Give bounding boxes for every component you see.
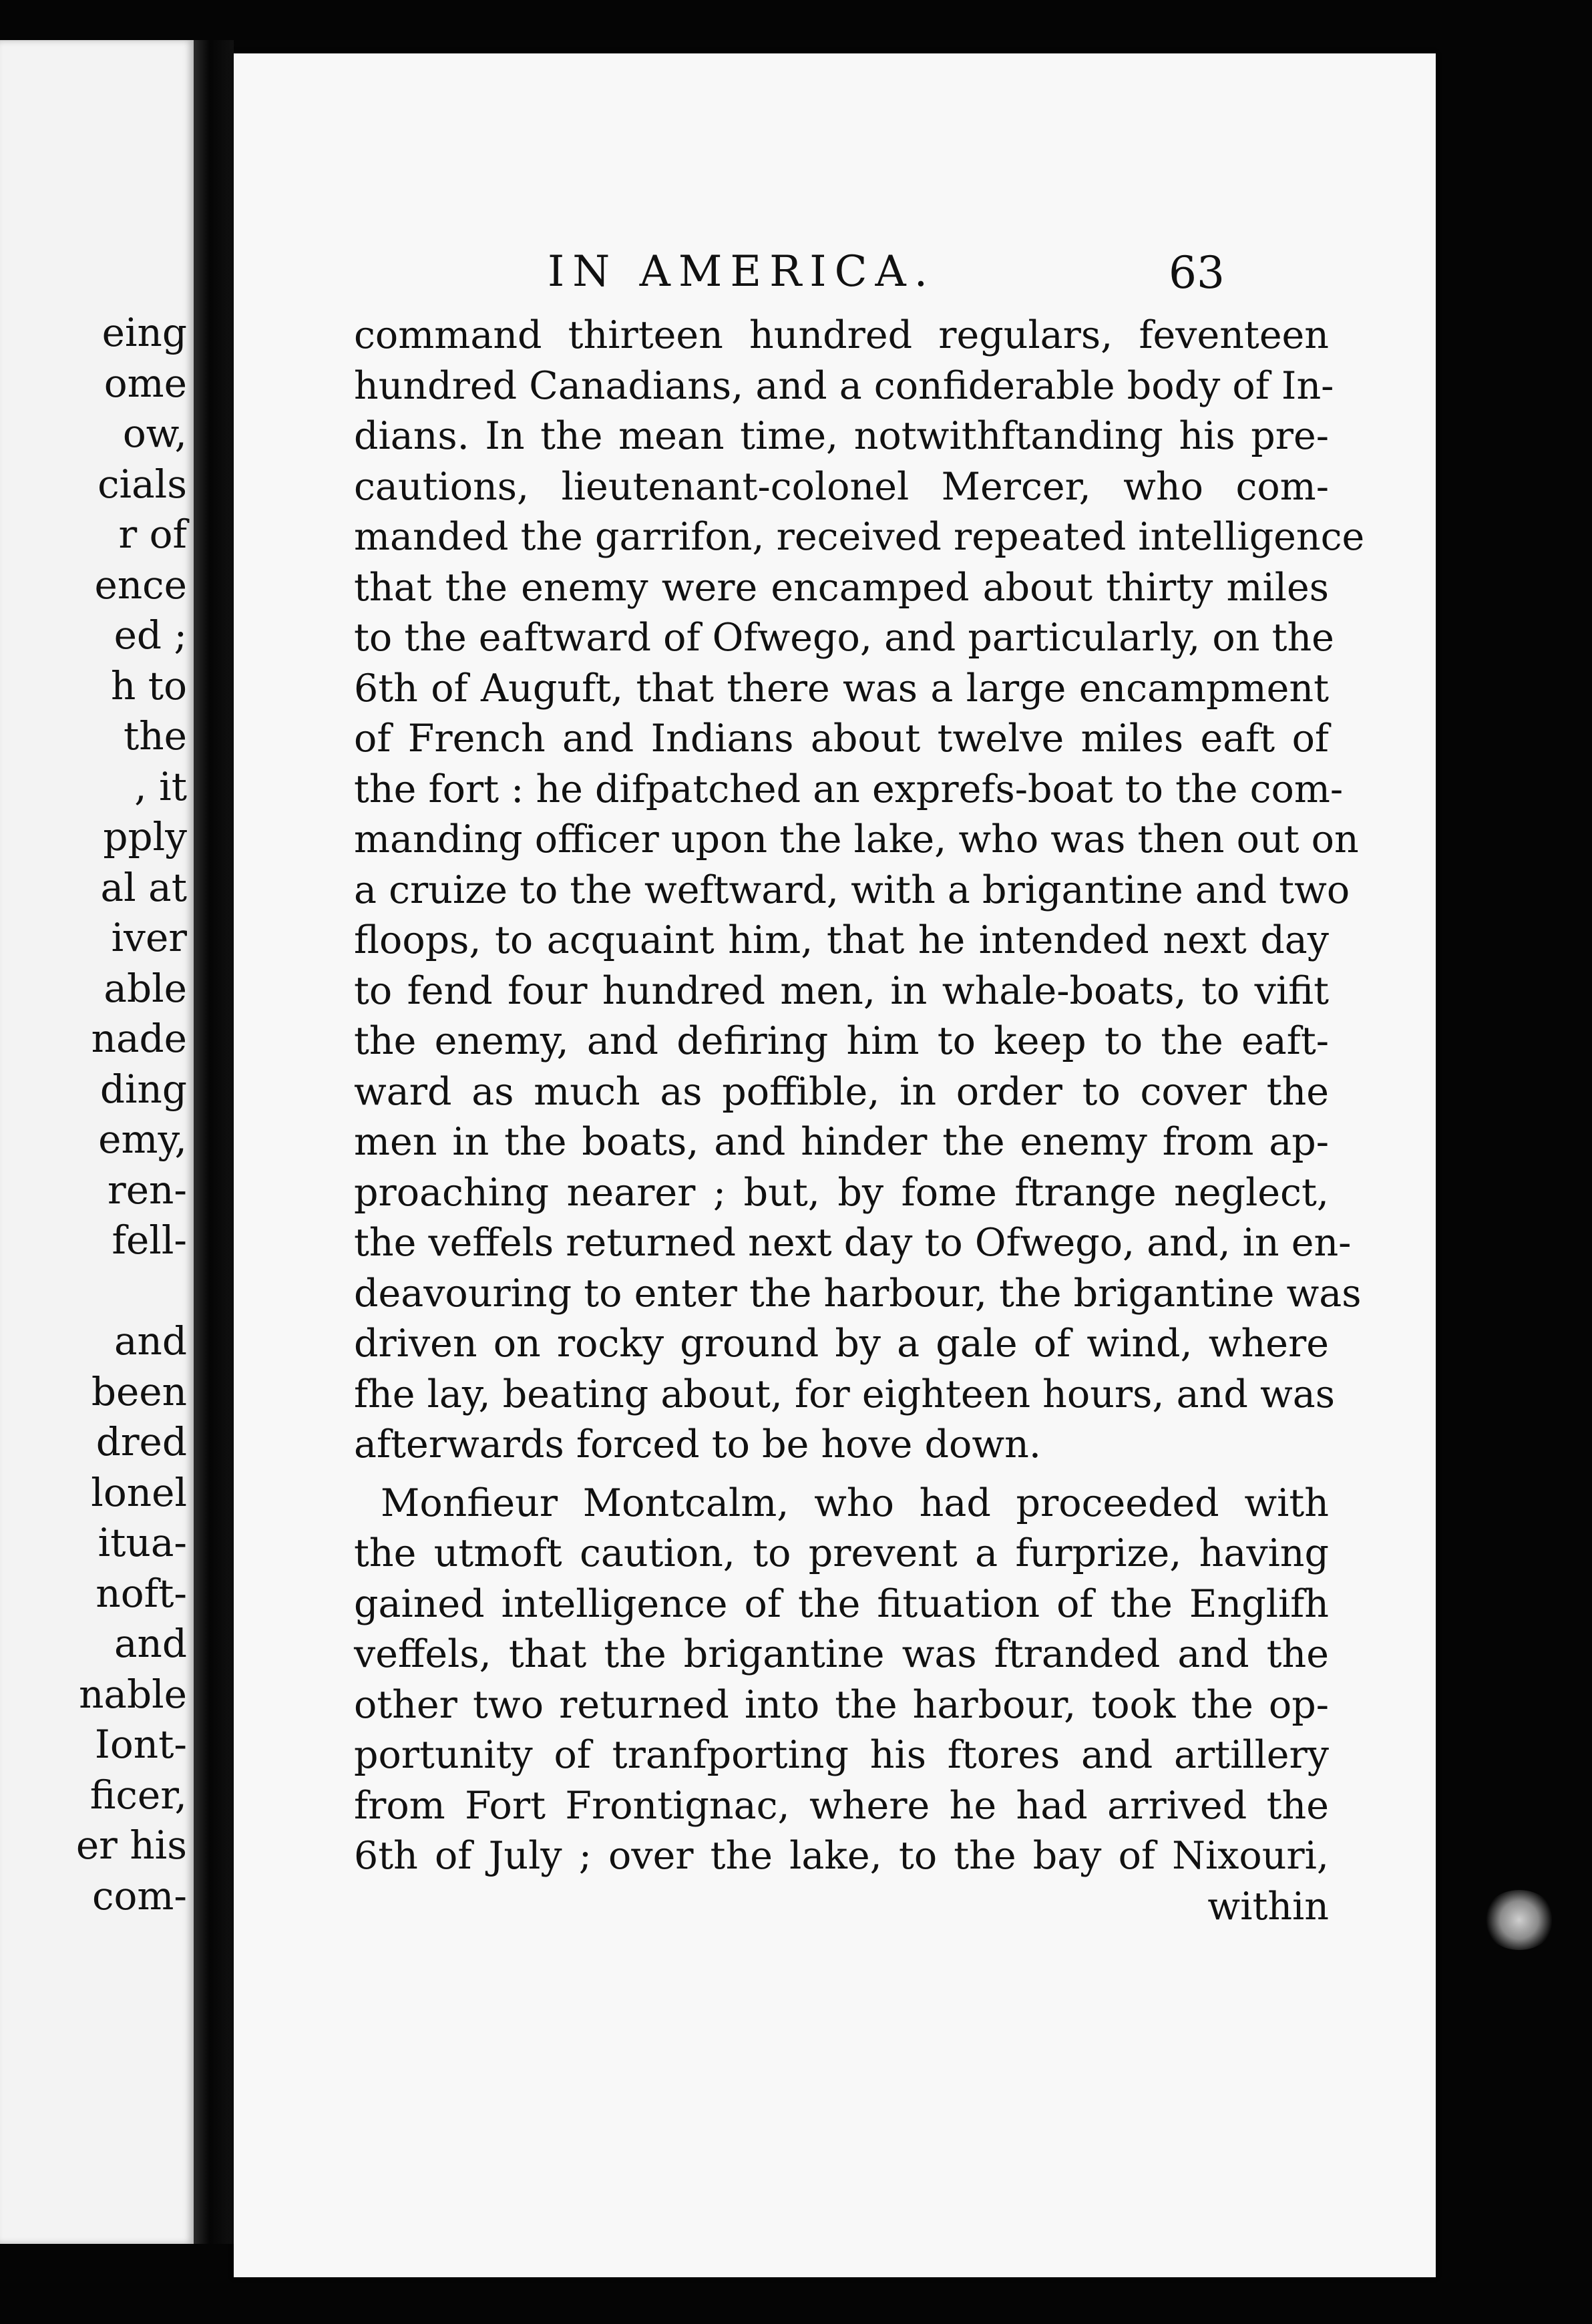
text-line: from Fort Frontignac, where he had arrived the [354,1783,1329,1828]
left-page-fragment: been [91,1368,187,1414]
text-line: proaching nearer ; but, by fome ftrange neglect, [354,1170,1329,1215]
left-page-fragment: able [104,965,187,1011]
text-line: of French and Indians about twelve miles eaft of [354,717,1329,761]
text-line: manding officer upon the lake, who was then out on [354,817,1359,861]
text-line: a cruize to the weftward, with a brigantine and two [354,867,1350,912]
text-line: hundred Canadians, and a confiderable body of In- [354,363,1334,408]
text-line: deavouring to enter the harbour, the brigantine was [354,1271,1362,1316]
text-line: that the enemy were encamped about thirty miles [354,565,1329,610]
paragraph-2 [354,1479,1329,1882]
right-page [234,53,1436,2277]
left-page-fragment: al at [100,864,187,910]
left-page-fragment: cials [97,461,187,507]
running-head [234,247,1436,307]
left-page-fragment: iver [111,915,187,960]
left-page-fragment: nable [79,1671,187,1717]
text-line: driven on rocky ground by a gale of wind, where [354,1322,1329,1366]
left-page-fragment: Iont- [94,1722,187,1767]
left-page-fragment: ficer, [89,1772,187,1818]
left-page-fragment: ence [94,562,187,608]
left-page-fragment: eing [102,310,187,355]
left-page-fragment: ow, [122,411,187,456]
text-line: to fend four hundred men, in whale-boats, to vifit [354,968,1329,1013]
left-page-fragment: , it [134,763,187,809]
left-page-fragment: ren- [107,1167,187,1213]
left-page-fragment: dred [95,1419,187,1465]
text-line: gained intelligence of the fituation of the Englifh [354,1581,1329,1626]
text-line: command thirteen hundred regulars, feventeen [354,313,1329,357]
paragraph-gap [354,1471,1329,1479]
catchword: within [1207,1884,1329,1929]
left-page-fragment: emy, [98,1117,187,1162]
text-line: veffels, that the brigantine was ftranded and the [354,1632,1329,1676]
text-line: ward as much as poffible, in order to cover the [354,1069,1329,1114]
text-line: men in the boats, and hinder the enemy from ap- [354,1120,1329,1164]
page-stain [1482,1890,1556,1950]
left-page-fragment: h to [110,662,187,709]
text-line: to the eaftward of Ofwego, and particularly, on the [354,616,1334,660]
left-page-fragment: pply [103,814,187,859]
text-line: the fort : he difpatched an exprefs-boat to the com- [354,767,1344,811]
text-line: cautions, lieutenant-colonel Mercer, who com- [354,464,1329,509]
left-page-fragment: com- [92,1873,187,1919]
book-gutter [194,40,234,2244]
text-line: the veffels returned next day to Ofwego, and, in en- [354,1221,1352,1265]
text-line: dians. In the mean time, notwithftanding his pre- [354,414,1329,458]
text-line: 6th of July ; over the lake, to the bay of Nixouri, [354,1834,1329,1878]
text-line: Monfieur Montcalm, who had proceeded with [381,1481,1329,1525]
paragraph-1 [354,311,1365,1471]
text-line: the utmoft caution, to prevent a furprize, having [354,1531,1329,1575]
page-number: 63 [1169,247,1225,299]
left-page-fragment: ding [100,1066,187,1112]
text-line: fhe lay, beating about, for eighteen hours, and was [354,1372,1335,1416]
text-line: floops, to acquaint him, that he intended next day [354,918,1329,962]
left-page-fragment: ome [104,360,187,406]
left-page-fragment: and [114,1621,187,1666]
left-page-fragment: nade [91,1016,187,1061]
text-line: other two returned into the harbour, took the op- [354,1682,1329,1727]
left-facing-page [0,40,194,2244]
left-page-fragment: and [114,1318,187,1364]
left-page-fragment: itua- [97,1520,187,1565]
text-line: portunity of tranfporting his ftores and artillery [354,1733,1329,1777]
left-page-fragment: lonel [91,1469,187,1515]
running-title: IN AMERICA. [548,247,936,297]
text-line: the enemy, and defiring him to keep to the eaft- [354,1019,1329,1063]
left-page-fragment: the [124,713,187,759]
left-page-fragment: r of [118,512,187,557]
text-line: afterwards forced to be hove down. [354,1422,1041,1467]
text-block [354,311,1365,1932]
left-page-fragment: fell- [112,1217,187,1263]
text-line: manded the garrifon, received repeated intelligence [354,515,1365,559]
text-line: 6th of Auguft, that there was a large encampment [354,666,1329,711]
left-page-fragment: ed ; [114,612,187,658]
left-page-fragment: noft- [95,1570,187,1616]
left-page-fragment: er his [75,1822,187,1868]
